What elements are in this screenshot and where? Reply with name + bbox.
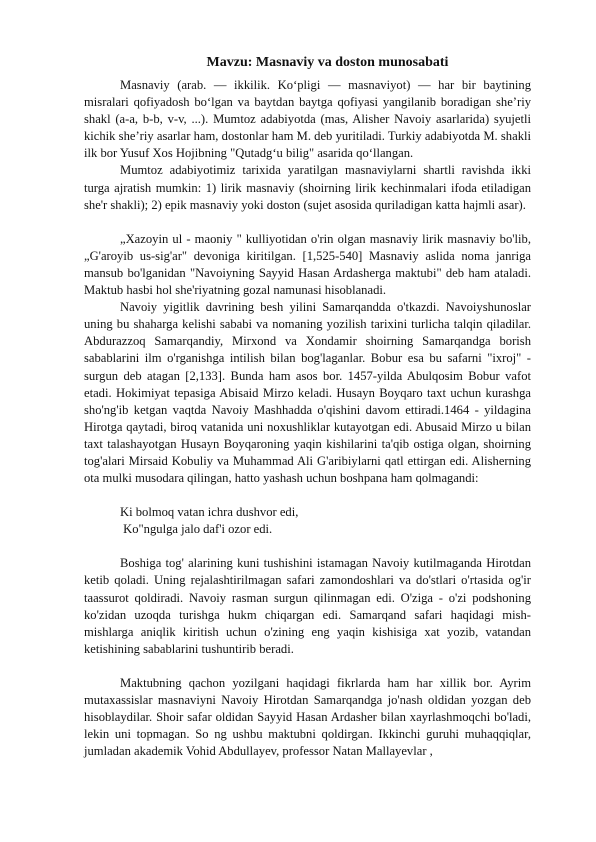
paragraph-spacer xyxy=(84,538,531,555)
paragraph-spacer xyxy=(84,214,531,231)
paragraph-xazoyin: „Xazoyin ul - maoniy " kulliyotidan o'rin olgan masnaviy lirik masnaviy bo'lib, „G'aroyib us-sig'ar" devoniga kiritilgan. [1,525-540] Masnaviy aslida noma janriga mansub bo'lganidan "Navoiyning Sayyid Hasan Ardasherga maktubi" deb ham ataladi. Maktub hasbi hol she'riyatning gozal namunasi hisoblanadi. xyxy=(84,231,531,298)
paragraph-spacer xyxy=(84,487,531,504)
paragraph-spacer xyxy=(84,658,531,675)
paragraph-samarqand-years: Navoiy yigitlik davrining besh yilini Samarqandda o'tkazdi. Navoiyshunoslar uning bu shaharga kelishi sababi va nomaning yozilish tarixini turlicha talqin qiladilar. Abdurazzoq Samarqandiy, Mirxond va Xondamir shoirning Samarqandga borish sabablarini ilm o'rganishga intilish bilan bog'laganlar. Bobur esa bu safarni "ixroj" - surgun deb atagan [2,133]. Bunda ham asos bor. 1457-yilda Abulqosim Bobur vafot etadi. Hokimiyat tepasiga Abisaid Mirzo keladi. Husayn Boyqaro taxt uchun kurashga sho'ng'ib ketgan vaqtda Navoiy Mashhadda o'qishini davom ettiradi.1464 - yildagina Hirotga qaytadi, biroq vatanida uni noxushliklar kutayotgan edi. Abusaid Mirzo u bilan taxt talashayotgan Husayn Boyqaroning yaqin kishilarini ta'qib ostiga olgan, shoirning tog'alari Mirsaid Kobuliy va Muhammad Ali G'aribiylarni qatl ettirgan edi. Alisherning ota mulki musodara qilingan, hatto yashash uchun boshpana ham qolmagandi: xyxy=(84,300,531,486)
paragraph-masnaviy-types: Mumtoz adabiyotimiz tarixida yaratilgan masnaviylarni shartli ravishda ikki turga ajratish mumkin: 1) lirik masnaviy (shoirning lirik kechinmalari ifoda etiladigan she'r shakli); 2) epik masnaviy yoki doston (sujet asosida quriladigan katta hajmli asar). xyxy=(84,163,531,212)
document-title: Mavzu: Masnaviy va doston munosabati xyxy=(206,55,449,70)
verse-line: Ko"ngulga jalo daf'i ozor edi. xyxy=(120,522,273,537)
verse-block xyxy=(84,504,531,538)
paragraph-masnaviy-definition: Masnaviy (arab. — ikkilik. Koʻpligi — masnaviyot) — har bir baytining misralari qofiyadosh boʻlgan va baytdan baytga qofiyasi yangilanib boradigan sheʼriy shakl (a-a, b-b, v-v, ...). Mumtoz adabiyotda (mas, Alisher Navoiy asarlarida) syujetli kichik sheʼriy asarlar ham, dostonlar ham M. deb yuritiladi. Turkiy adabiyotda M. shakli ilk bor Yusuf Xos Hojibning "Qutadgʻu bilig" asarida qoʻllangan. xyxy=(84,78,531,161)
verse-line: Ki bolmoq vatan ichra dushvor edi, xyxy=(120,505,299,520)
paragraph-departure: Boshiga tog' alarining kuni tushishini istamagan Navoiy kutilmaganda Hirotdan ketib qoladi. Uning rejalashtirilmagan safari zamondoshlari va do'stlari o'rtasida og'ir taassurot qoldiradi. Navoiy rasman surgun qilinmagan edi. O'ziga - o'zi podshoning ko'zidan uzoqda turishga hukm chiqargan edi. Samarqand safari haqidagi mish-mishlarga aniqlik kiritish uchun o'zining eng yaqin kishisiga xat yozib, vatandan ketishining sabablarini tushuntirib beradi. xyxy=(84,556,531,656)
document-page xyxy=(84,54,531,760)
paragraph-letter-date: Maktubning qachon yozilgani haqidagi fikrlarda ham har xillik bor. Ayrim mutaxassislar masnaviyni Navoiy Hirotdan Samarqandga jo'nash oldidan yozgan deb hisoblaydilar. Shoir safar oldidan Sayyid Hasan Ardasher bilan xayrlashmoqchi bo'ladi, lekin uni topmagan. So ng ushbu maktubni qoldirgan. Ikkinchi guruhi muhaqqiqlar, jumladan akademik Vohid Abdullayev, professor Natan Mallayevlar , xyxy=(84,675,531,759)
